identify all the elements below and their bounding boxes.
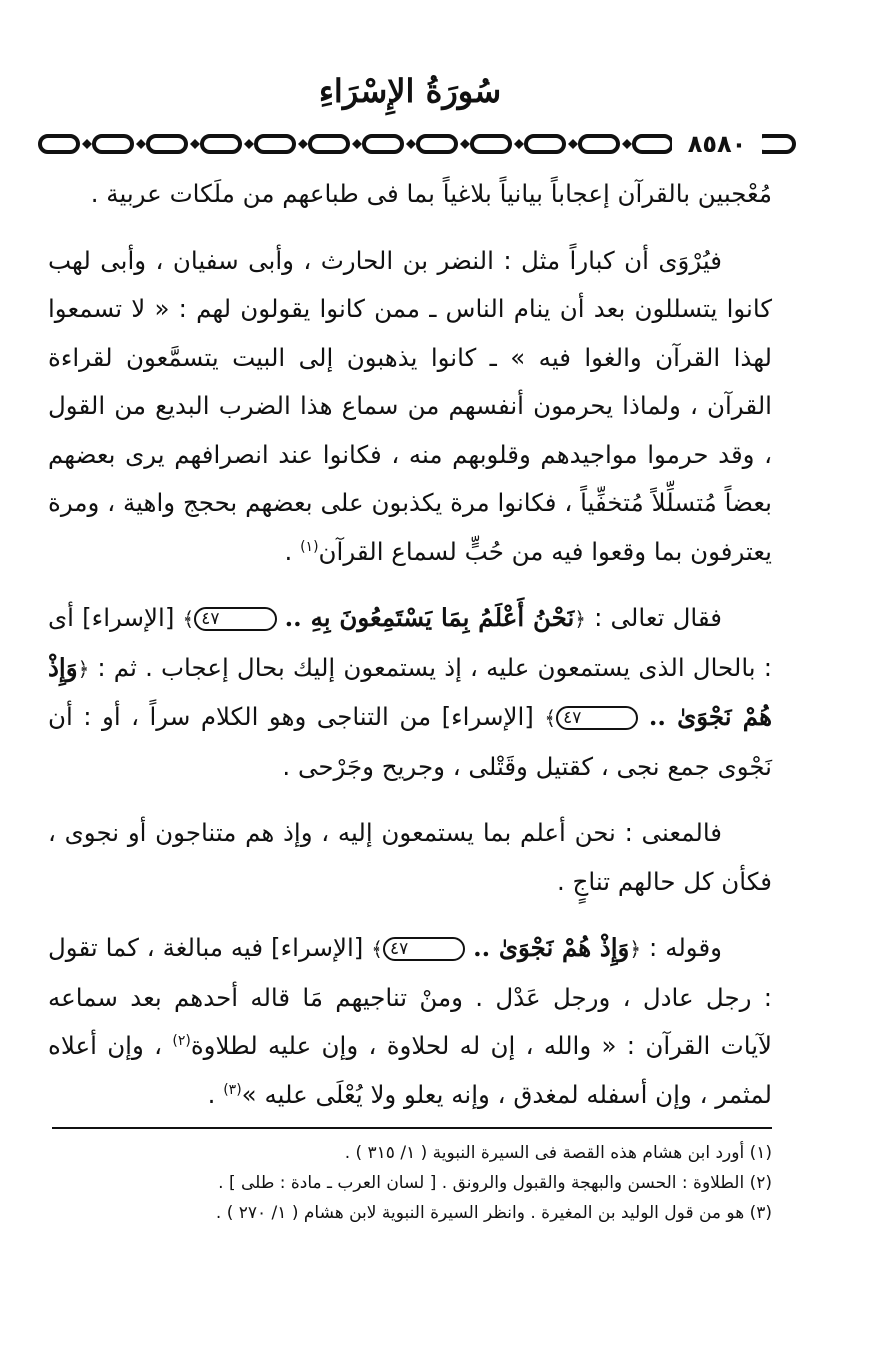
ornate-bracket-close-icon: ﴾: [371, 937, 383, 961]
footnote-ref-1[interactable]: (١): [300, 538, 319, 555]
ornate-bracket-close-icon: ﴾: [544, 706, 557, 730]
footnote-ref-3[interactable]: (٣): [223, 1081, 242, 1098]
body-text: [48, 170, 772, 1137]
paragraph-2: [48, 237, 772, 577]
footnote-ref-2[interactable]: (٢): [172, 1032, 191, 1049]
paragraph-text: [الإسراء] أى : بالحال الذى يستمعون عليه ، إذ يستمعون إليك بحال إعجاب . ثم :: [48, 603, 772, 682]
paragraph-text: ، وإن أعلاه لمثمر ، وإن أسفله لمغدق ، وإنه يعلو ولا يُعْلَى عليه »: [48, 1031, 772, 1109]
quran-verse: نَحْنُ أَعْلَمُ بِمَا يَسْتَمِعُونَ بِهِ ..: [284, 603, 575, 632]
paragraph-4: [48, 809, 772, 906]
ayah-number: ٤٧: [383, 937, 465, 961]
ornate-bracket-open-icon: ﴿: [629, 937, 642, 961]
paragraph-text: فالمعنى : نحن أعلم بما يستمعون إليه ، وإذ هم متناجون أو نجوى ، فكأن كل حالهم تناجٍ .: [48, 818, 772, 896]
footnote-2: (٢) الطلاوة : الحسن والبهجة والقبول والرونق . [ لسان العرب ـ مادة : طلى ] .: [218, 1173, 772, 1193]
paragraph-text: .: [284, 536, 301, 566]
ayah-number: ٤٧: [556, 706, 638, 730]
footnotes: [48, 1138, 772, 1228]
quran-verse: وَإِذْ هُمْ نَجْوَىٰ ..: [48, 652, 772, 731]
paragraph-1: [48, 170, 772, 219]
page-number: ٨٥٨٠: [672, 124, 762, 164]
paragraph-text: [الإسراء] من التناجى وهو الكلام سراً ، أو : أن نَجْوى جمع نجى ، كقتيل وقَتْلى ، وجريح وجَرْحى .: [48, 702, 772, 781]
ornate-bracket-close-icon: ﴾: [182, 607, 195, 631]
paragraph-text: وقوله :: [641, 933, 722, 962]
footnote-3: (٣) هو من قول الوليد بن المغيرة . وانظر السيرة النبوية لابن هشام ( ١/ ٢٧٠ ) .: [215, 1203, 772, 1223]
ornate-bracket-open-icon: ﴿: [77, 656, 90, 681]
footnote-1: (١) أورد ابن هشام هذه القصة فى السيرة النبوية ( ١/ ٣١٥ ) .: [344, 1143, 772, 1163]
surah-title: سُورَةُ الإِسْرَاءِ: [318, 72, 502, 110]
footnote-divider: [52, 1127, 772, 1129]
paragraph-text: فقال تعالى :: [586, 603, 722, 632]
quran-verse: وَإِذْ هُمْ نَجْوَىٰ ..: [473, 933, 630, 962]
paragraph-text: [الإسراء] فيه مبالغة ، كما تقول : رجل عادل ، ورجل عَدْل . ومنْ تناجيهم مَا قاله أحدهم بعد سماعه لآيات القرآن : « والله ، إن له لحلاوة ، وإن عليه لطلاوة: [48, 933, 772, 1060]
paragraph-text: .: [207, 1079, 224, 1109]
paragraph-5: [48, 924, 772, 1119]
paragraph-text: مُعْجبين بالقرآن إعجاباً بيانياً بلاغياً بما فى طباعهم من ملَكات عربية .: [90, 179, 772, 208]
ornate-bracket-open-icon: ﴿: [574, 607, 586, 631]
paragraph-text: فيُرْوَى أن كباراً مثل : النضر بن الحارث ، وأبى سفيان ، وأبى لهب كانوا يتسللون بعد أن ينام الناس ـ ممن كانوا يقولون لهم : « لا تسمعوا لهذا القرآن والغوا فيه » ـ كانوا يذهبون إلى البيت يتسمَّعون لقراءة القرآن ، ولماذا يحرمون أنفسهم من سماع هذا الضرب البديع من القول ، وقد حرموا مواجيدهم وقلوبهم منه ، فكانوا عند انصرافهم يرى بعضهم بعضاً مُتسلِّلاً مُتخفِّياً ، فكانوا مرة يكذبون على بعضهم بحجج واهية ، ومرة يعترفون بما وقعوا فيه من حُبٍّ لسماع القرآن: [48, 245, 772, 566]
paragraph-3: [48, 594, 772, 791]
ayah-number: ٤٧: [194, 607, 276, 631]
